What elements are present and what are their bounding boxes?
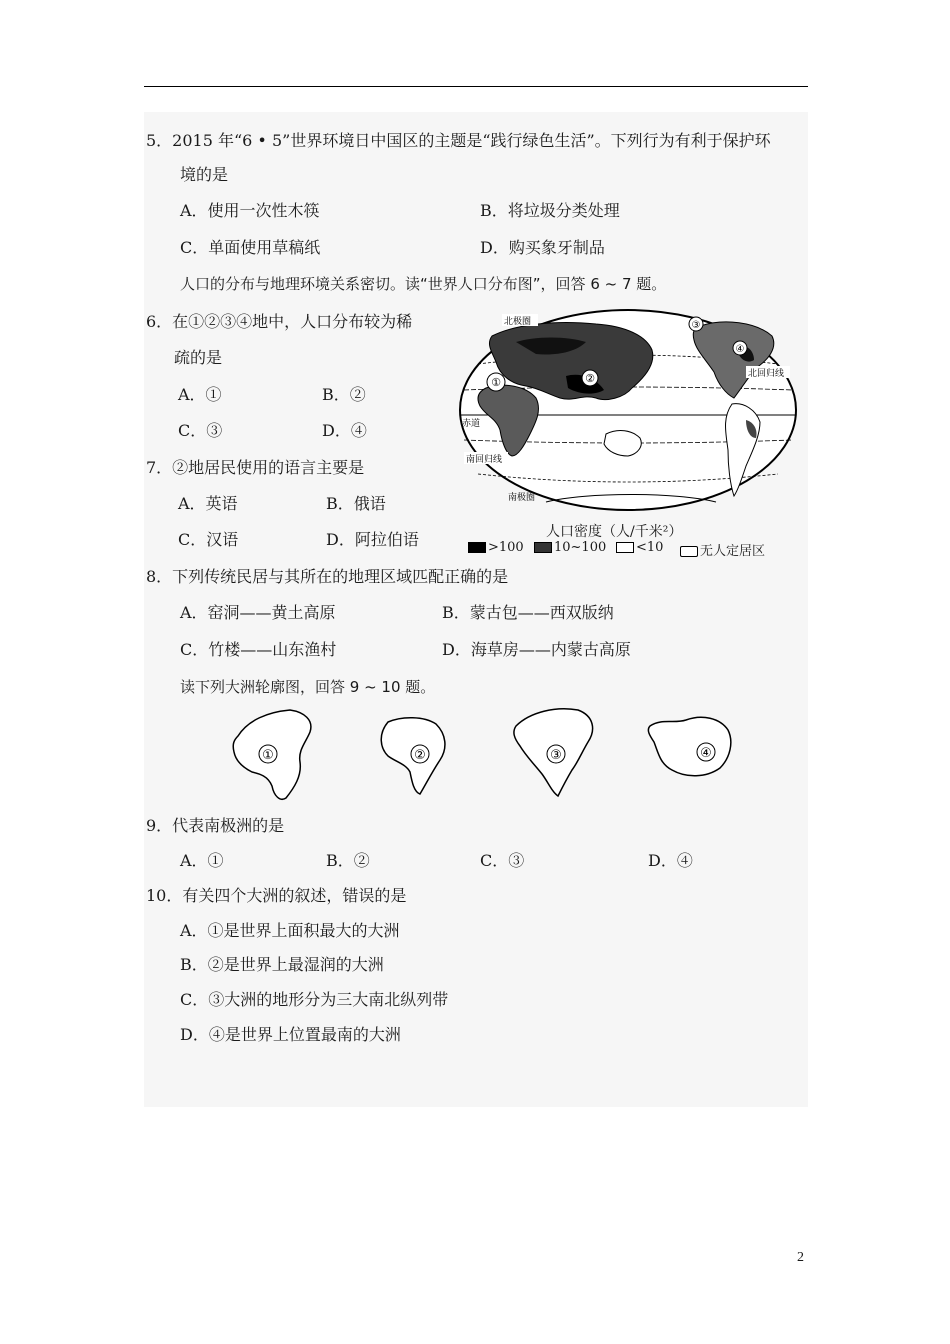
q5-stem-line1: 5．2015 年“6 • 5”世界环境日中国区的主题是“践行绿色生活”。下列行为有利于保护环 xyxy=(146,131,771,150)
legend-item-dense xyxy=(468,540,524,555)
q10-stem: 10．有关四个大洲的叙述，错误的是 xyxy=(146,886,407,905)
q5-option-c: C．单面使用草稿纸 xyxy=(180,238,321,257)
q9-option-a: A．① xyxy=(180,851,224,870)
q10-option-c: C．③大洲的地形分为三大南北纵列带 xyxy=(180,990,449,1009)
page-number: 2 xyxy=(797,1250,804,1265)
continent-2-label: ② xyxy=(414,748,426,763)
intro-6-7: 人口的分布与地理环境关系密切。读“世界人口分布图”，回答 6 ~ 7 题。 xyxy=(180,275,667,293)
q5-option-b: B．将垃圾分类处理 xyxy=(480,201,620,220)
q7-stem: 7．②地居民使用的语言主要是 xyxy=(146,458,365,477)
continent-1-label: ① xyxy=(262,748,274,763)
legend-item-medium xyxy=(534,540,606,555)
q8-option-d: D．海草房——内蒙古高原 xyxy=(442,640,631,659)
q8-option-c: C．竹楼——山东渔村 xyxy=(180,640,337,659)
q7-option-d: D．阿拉伯语 xyxy=(326,530,419,549)
legend-swatch-uninhabited xyxy=(680,546,698,557)
q9-option-d: D．④ xyxy=(648,851,693,870)
legend-swatch-medium xyxy=(534,542,552,553)
map-marker-1-label: ① xyxy=(491,376,501,389)
q7-option-c: C．汉语 xyxy=(178,530,239,549)
q9-option-b: B．② xyxy=(326,851,370,870)
q10-option-b: B．②是世界上最湿润的大洲 xyxy=(180,955,384,974)
tropic-cancer-label: 北回归线 xyxy=(748,369,785,379)
legend-swatch-dense xyxy=(468,542,486,553)
q5-option-d: D．购买象牙制品 xyxy=(480,238,605,257)
map-marker-2-label: ② xyxy=(585,372,595,385)
q9-option-c: C．③ xyxy=(480,851,525,870)
q7-option-a: A．英语 xyxy=(178,494,238,513)
q9-stem: 9．代表南极洲的是 xyxy=(146,816,285,835)
q5-stem-line2: 境的是 xyxy=(180,165,229,184)
legend-title: 人口密度（人/千米²） xyxy=(546,524,683,540)
continent-outline-antarctica xyxy=(644,712,736,784)
legend-item-sparse xyxy=(616,540,663,555)
q8-option-b: B．蒙古包——西双版纳 xyxy=(442,603,614,622)
equator-label: 赤道 xyxy=(462,419,481,429)
continent-outline-north-america xyxy=(508,702,600,800)
legend-label-uninhabited: 无人定居区 xyxy=(700,544,766,559)
world-map-figure xyxy=(456,306,800,522)
legend-item-uninhabited xyxy=(680,540,765,559)
q10-option-d: D．④是世界上位置最南的大洲 xyxy=(180,1025,401,1044)
tropic-capricorn-label: 南回归线 xyxy=(466,455,503,465)
continent-antarctica-path xyxy=(648,717,730,776)
arctic-circle-label: 北极圈 xyxy=(504,317,532,327)
legend-swatch-sparse xyxy=(616,542,634,553)
q6-option-b: B．② xyxy=(322,385,366,404)
q7-option-b: B．俄语 xyxy=(326,494,386,513)
continent-outline-asia xyxy=(228,706,318,806)
q10-option-a: A．①是世界上面积最大的大洲 xyxy=(180,921,400,940)
q5-option-a: A．使用一次性木筷 xyxy=(180,201,320,220)
legend-label-medium: 10~100 xyxy=(554,540,607,555)
q6-stem-line1: 6．在①②③④地中，人口分布较为稀 xyxy=(146,312,413,331)
header-rule xyxy=(144,86,808,87)
continent-3-label: ③ xyxy=(550,748,562,763)
antarctic-circle-label: 南极圈 xyxy=(508,493,536,503)
q6-stem-line2: 疏的是 xyxy=(174,348,223,367)
intro-9-10: 读下列大洲轮廓图，回答 9 ~ 10 题。 xyxy=(180,678,436,696)
q6-option-c: C．③ xyxy=(178,421,223,440)
map-marker-4-label: ④ xyxy=(735,344,745,355)
q8-option-a: A．窑洞——黄土高原 xyxy=(180,603,336,622)
legend-label-sparse: <10 xyxy=(636,540,664,555)
world-population-map xyxy=(456,306,800,522)
q6-option-d: D．④ xyxy=(322,421,367,440)
continent-4-label: ④ xyxy=(700,746,712,761)
legend-label-dense: >100 xyxy=(488,540,524,555)
q8-stem: 8．下列传统民居与其所在的地理区域匹配正确的是 xyxy=(146,567,509,586)
map-marker-3-label: ③ xyxy=(691,320,701,331)
continent-outline-africa xyxy=(374,712,454,798)
q6-option-a: A．① xyxy=(178,385,222,404)
